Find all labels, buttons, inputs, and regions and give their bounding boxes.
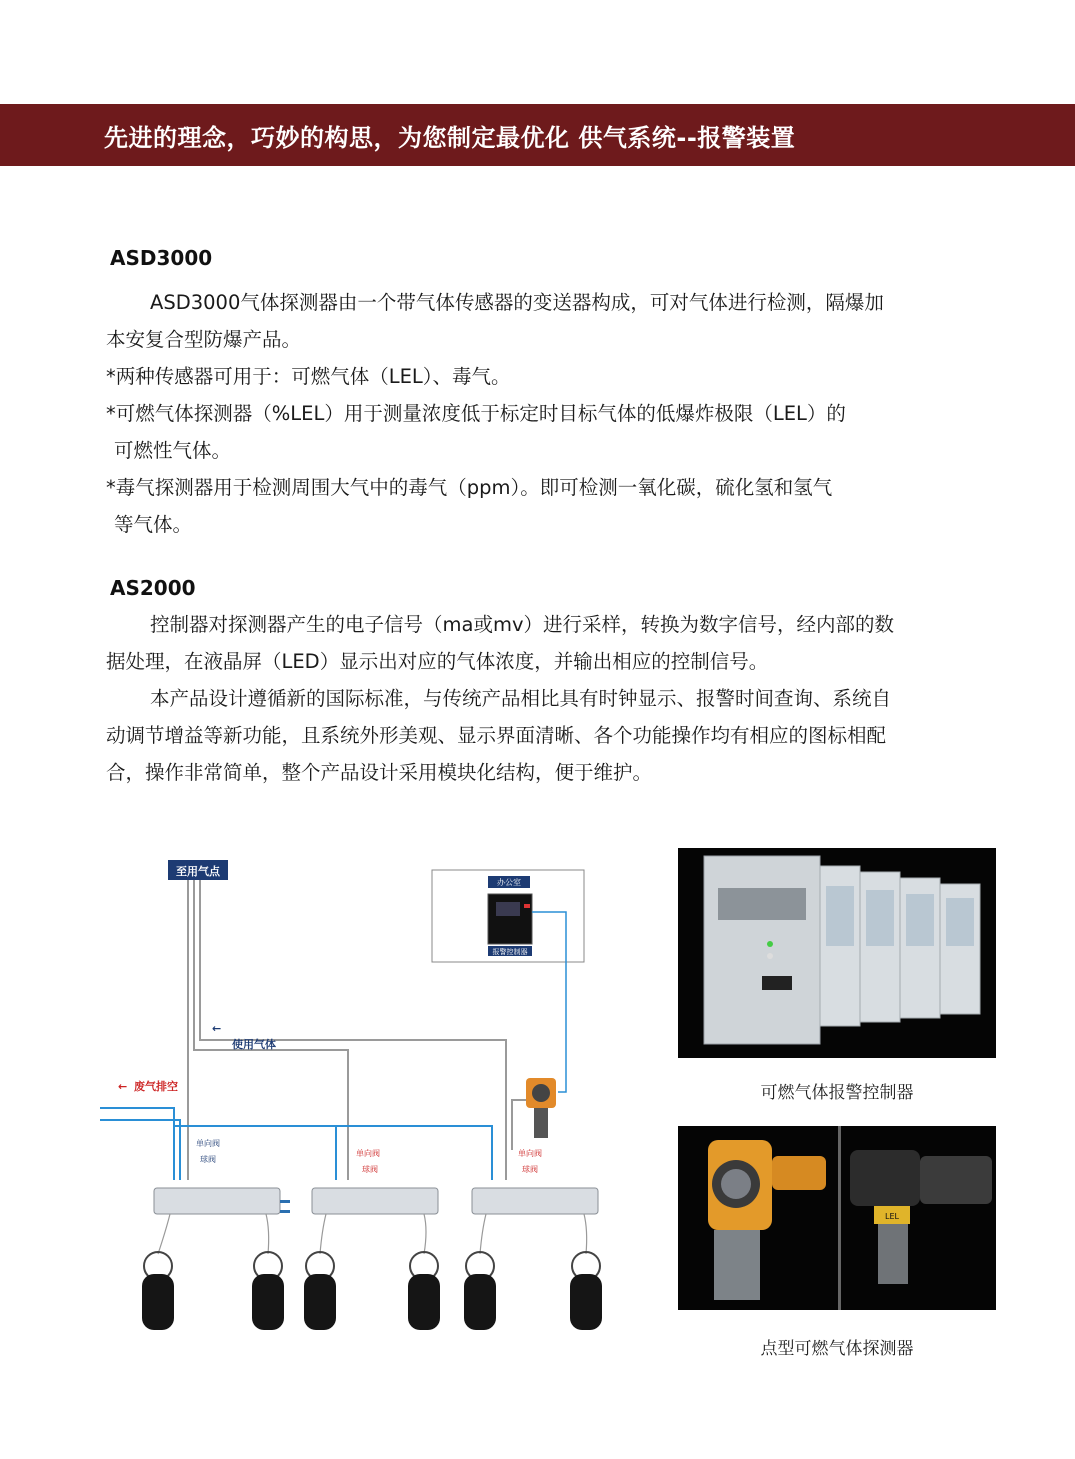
alarm-indicator bbox=[524, 904, 530, 908]
ball-valve-label-2: 球阀 bbox=[362, 1165, 378, 1174]
to-use-point-label: 至用气点 bbox=[176, 865, 220, 878]
ball-valve-label: 球阀 bbox=[200, 1155, 216, 1164]
manifold-arrows bbox=[280, 1200, 290, 1213]
controller-caption: 可燃气体报警控制器 bbox=[760, 1083, 914, 1103]
lel-tag: LEL bbox=[885, 1212, 899, 1221]
alarm-label: 报警控制器 bbox=[492, 948, 528, 956]
asd3000-line: 等气体。 bbox=[114, 513, 193, 536]
manifolds bbox=[154, 1188, 598, 1214]
asd3000-line: ASD3000气体探测器由一个带气体传感器的变送器构成，可对气体进行检测，隔爆加 bbox=[150, 291, 884, 314]
gas-cylinders bbox=[142, 1252, 602, 1330]
asd3000-line: *两种传感器可用于：可燃气体（LEL）、毒气。 bbox=[106, 365, 511, 388]
asd3000-line: 本安复合型防爆产品。 bbox=[106, 328, 302, 351]
gas-cylinder-icon bbox=[304, 1252, 336, 1330]
header-banner bbox=[0, 104, 1075, 166]
asd3000-line: *毒气探测器用于检测周围大气中的毒气（ppm）。即可检测一氧化碳，硫化氢和氢气 bbox=[106, 476, 833, 499]
asd3000-line: 可燃性气体。 bbox=[114, 439, 232, 462]
ball-valve-label-3: 球阀 bbox=[522, 1165, 538, 1174]
gas-cylinder-icon bbox=[570, 1252, 602, 1330]
check-valve-label-2: 单向阀 bbox=[356, 1149, 380, 1158]
alarm-controller-screen bbox=[496, 902, 520, 916]
as2000-line: 控制器对探测器产生的电子信号（ma或mv）进行采样，转换为数字信号，经内部的数 bbox=[150, 613, 894, 636]
exhaust-label: 废气排空 bbox=[134, 1080, 178, 1093]
detectors-image bbox=[678, 1126, 996, 1310]
as2000-line: 本产品设计遵循新的国际标准，与传统产品相比具有时钟显示、报警时间查询、系统自 bbox=[150, 687, 892, 710]
office-label: 办公室 bbox=[497, 878, 521, 887]
asd3000-line: *可燃气体探测器（%LEL）用于测量浓度低于标定时目标气体的低爆炸极限（LEL）的 bbox=[106, 402, 846, 425]
detector-photo bbox=[678, 1126, 996, 1310]
check-valve-label-3: 单向阀 bbox=[518, 1149, 542, 1158]
as2000-heading: AS2000 bbox=[110, 576, 196, 600]
as2000-line: 合，操作非常简单，整个产品设计采用模块化结构，便于维护。 bbox=[106, 761, 653, 784]
as2000-description bbox=[106, 606, 976, 791]
gas-cylinder-icon bbox=[408, 1252, 440, 1330]
alarm-controller-unit bbox=[488, 894, 532, 944]
as2000-line: 动调节增益等新功能，且系统外形美观、显示界面清晰、各个功能操作均有相应的图标相配 bbox=[106, 724, 887, 747]
controller-cabinets-image bbox=[678, 848, 996, 1058]
cylinder-hoses bbox=[158, 1214, 587, 1254]
asd3000-description bbox=[106, 284, 976, 543]
gas-cylinder-icon bbox=[142, 1252, 174, 1330]
exhaust-pipes bbox=[100, 1108, 492, 1180]
gas-cylinder-icon bbox=[252, 1252, 284, 1330]
use-gas-label: 使用气体 bbox=[232, 1038, 276, 1051]
check-valve-label: 单向阀 bbox=[196, 1139, 220, 1148]
controller-photo bbox=[678, 848, 996, 1058]
asd3000-heading: ASD3000 bbox=[110, 246, 213, 270]
use-gas-arrow: ← bbox=[212, 1022, 222, 1035]
detector-caption: 点型可燃气体探测器 bbox=[760, 1339, 914, 1359]
gas-detector-icon bbox=[526, 1078, 556, 1138]
gas-cylinder-icon bbox=[464, 1252, 496, 1330]
exhaust-arrow: ← bbox=[118, 1080, 128, 1093]
banner-title: 先进的理念，巧妙的构思，为您制定最优化 供气系统--报警装置 bbox=[104, 124, 796, 152]
gas-supply-diagram bbox=[100, 850, 620, 1350]
as2000-line: 据处理，在液晶屏（LED）显示出对应的气体浓度，并输出相应的控制信号。 bbox=[106, 650, 769, 673]
detector-pipe bbox=[512, 1100, 526, 1150]
